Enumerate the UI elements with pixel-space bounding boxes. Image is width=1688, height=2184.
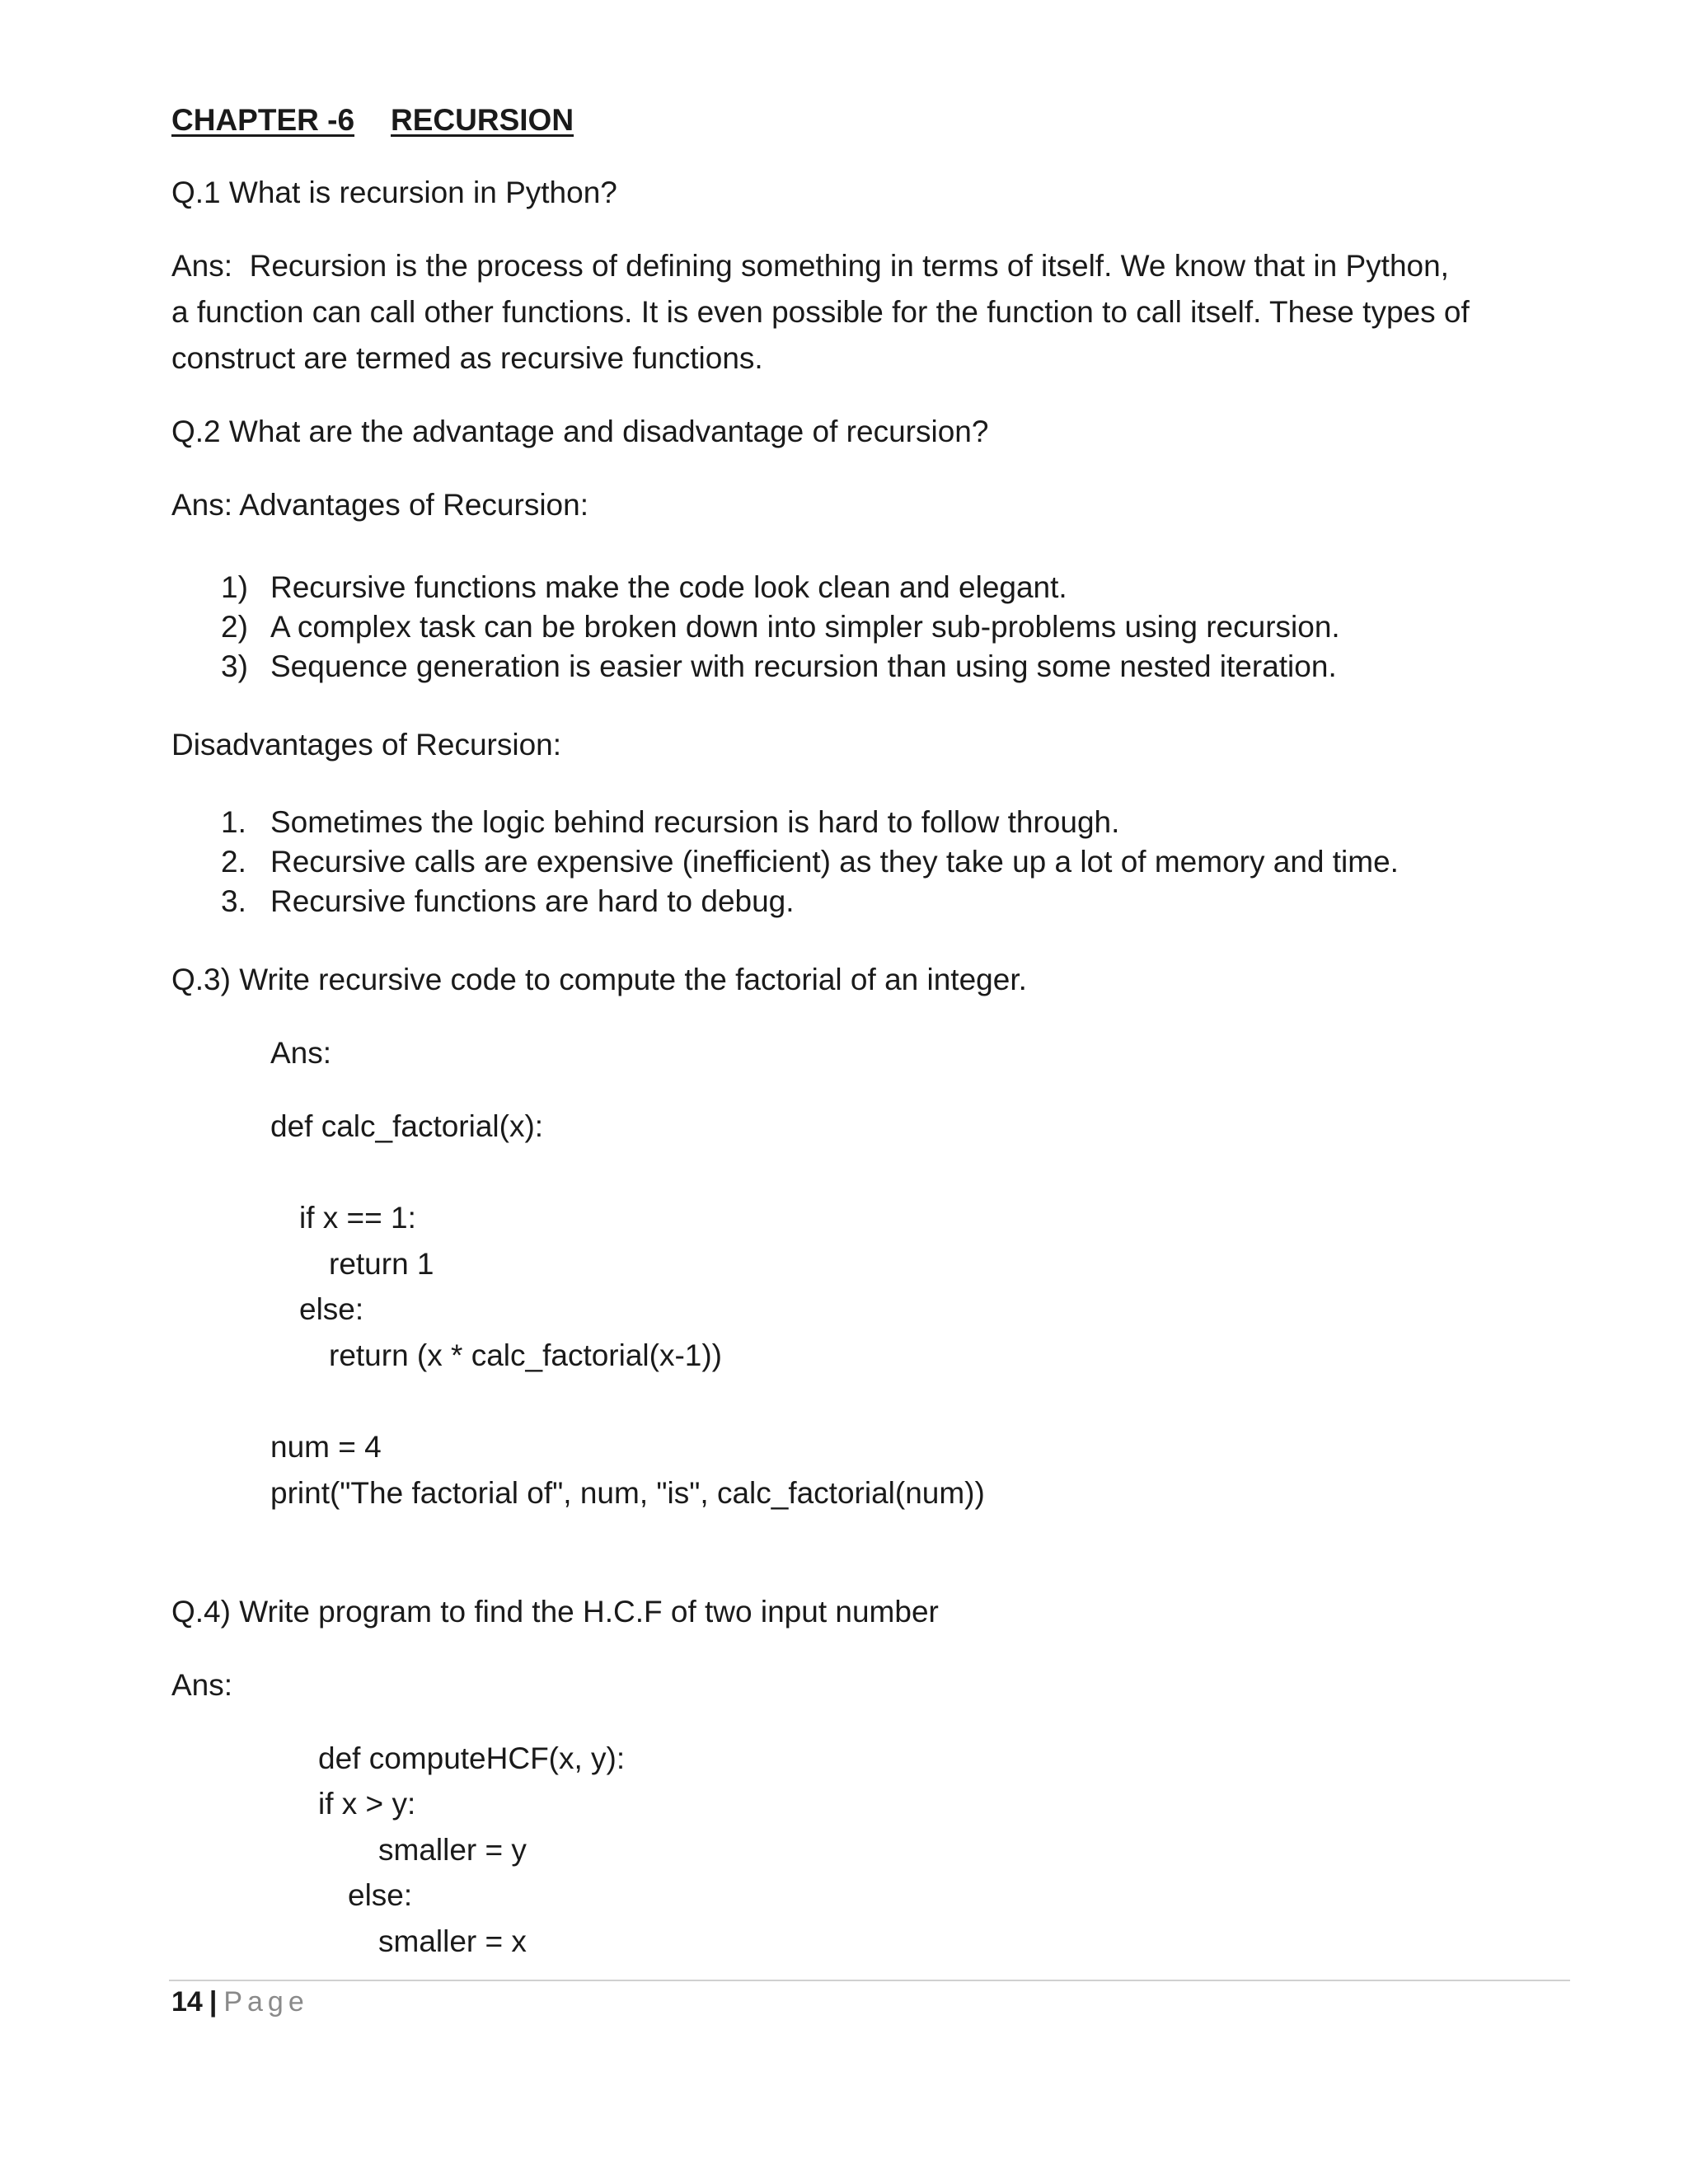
advantage-item-1: Recursive functions make the code look clean and elegant. — [270, 570, 1067, 604]
disadvantage-marker-3: 3. — [221, 884, 246, 918]
q1-answer-line-3: construct are termed as recursive functions. — [171, 341, 763, 375]
footer-separator: | — [209, 1986, 218, 2018]
advantage-marker-2: 2) — [221, 610, 248, 644]
advantage-marker-3: 3) — [221, 649, 248, 683]
disadvantage-marker-2: 2. — [221, 845, 246, 879]
q1-answer-line-1: Ans: Recursion is the process of defining something in terms of itself. We know that in Python, — [171, 249, 1449, 283]
q4-code-line-4: else: — [348, 1878, 413, 1912]
page-label: Page — [223, 1986, 309, 2018]
advantage-item-3: Sequence generation is easier with recursion than using some nested iteration. — [270, 649, 1337, 683]
q2-question: Q.2 What are the advantage and disadvantage of recursion? — [171, 415, 989, 448]
disadvantage-item-2: Recursive calls are expensive (inefficient) as they take up a lot of memory and time. — [270, 845, 1399, 879]
q4-question: Q.4) Write program to find the H.C.F of two input number — [171, 1595, 939, 1629]
q3-code-line-3: return 1 — [329, 1247, 434, 1281]
q1-answer-line-2: a function can call other functions. It is even possible for the function to call itself. These types of — [171, 295, 1470, 329]
chapter-title: RECURSION — [391, 103, 574, 137]
disadvantage-item-3: Recursive functions are hard to debug. — [270, 884, 795, 918]
disadvantage-item-1: Sometimes the logic behind recursion is hard to follow through. — [270, 805, 1120, 839]
q2-disadvantages-heading: Disadvantages of Recursion: — [171, 728, 562, 762]
q4-code-line-1: def computeHCF(x, y): — [318, 1741, 626, 1775]
advantage-marker-1: 1) — [221, 570, 248, 604]
q3-ans-label: Ans: — [270, 1036, 332, 1070]
q4-code-line-2: if x > y: — [318, 1787, 416, 1821]
page-number: 14 — [171, 1986, 203, 2018]
page-footer — [171, 1988, 309, 2016]
q4-ans-label: Ans: — [171, 1668, 233, 1702]
q3-code-line-6: num = 4 — [270, 1430, 382, 1464]
q3-code-line-2: if x == 1: — [299, 1201, 416, 1235]
q1-question: Q.1 What is recursion in Python? — [171, 176, 617, 209]
q4-code-line-3: smaller = y — [378, 1833, 527, 1867]
q4-code-line-5: smaller = x — [378, 1924, 527, 1958]
q2-advantages-heading: Ans: Advantages of Recursion: — [171, 488, 588, 522]
chapter-heading — [171, 105, 574, 135]
q3-code-line-5: return (x * calc_factorial(x-1)) — [329, 1338, 723, 1372]
disadvantage-marker-1: 1. — [221, 805, 246, 839]
q3-code-line-7: print("The factorial of", num, "is", calc_factorial(num)) — [270, 1476, 985, 1510]
q3-code-line-4: else: — [299, 1292, 364, 1326]
q3-code-line-1: def calc_factorial(x): — [270, 1109, 544, 1143]
advantage-item-2: A complex task can be broken down into simpler sub-problems using recursion. — [270, 610, 1340, 644]
chapter-number: CHAPTER -6 — [171, 103, 355, 137]
footer-divider — [169, 1980, 1570, 1981]
q3-question: Q.3) Write recursive code to compute the factorial of an integer. — [171, 963, 1027, 996]
